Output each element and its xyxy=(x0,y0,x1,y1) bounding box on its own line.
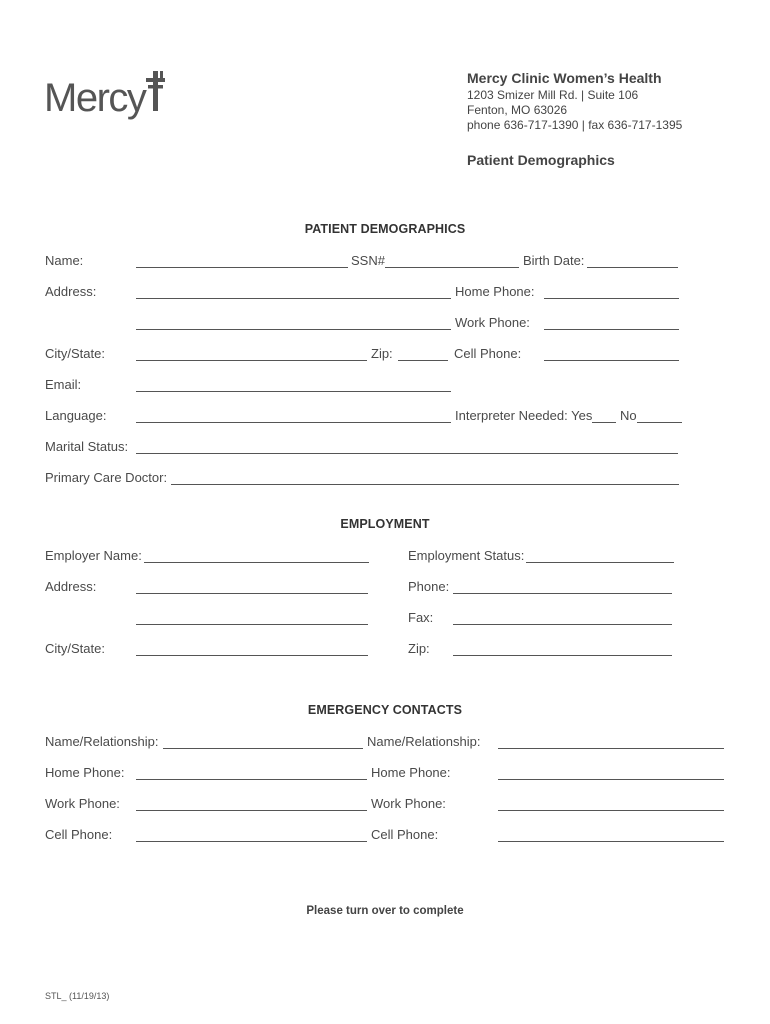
email-label: Email: xyxy=(45,377,82,392)
zip-label: Zip: xyxy=(371,346,393,361)
emergency-home-phone-1-label: Home Phone: xyxy=(45,765,125,780)
emergency-cell-phone-2-label: Cell Phone: xyxy=(371,827,439,842)
form-code: STL_ (11/19/13) xyxy=(45,991,110,1001)
emergency-name-relationship-1-label: Name/Relationship: xyxy=(45,734,159,749)
form-title: Patient Demographics xyxy=(467,152,615,168)
city-state-label: City/State: xyxy=(45,346,105,361)
address-field-2[interactable] xyxy=(136,329,451,330)
pcp-field[interactable] xyxy=(171,484,679,485)
city-state-field[interactable] xyxy=(136,360,367,361)
clinic-address-1: 1203 Smizer Mill Rd. | Suite 106 xyxy=(467,88,639,102)
emergency-section-heading: EMERGENCY CONTACTS xyxy=(307,703,463,717)
cell-phone-field[interactable] xyxy=(544,360,679,361)
employer-fax-label: Fax: xyxy=(408,610,434,625)
employment-status-label: Employment Status: xyxy=(408,548,525,563)
emergency-name-relationship-2-field[interactable] xyxy=(498,748,724,749)
employer-zip-label: Zip: xyxy=(408,641,430,656)
email-field[interactable] xyxy=(136,391,451,392)
emergency-name-relationship-2-label: Name/Relationship: xyxy=(367,734,481,749)
emergency-cell-phone-1-label: Cell Phone: xyxy=(45,827,113,842)
employer-address-field-1[interactable] xyxy=(136,593,368,594)
emergency-work-phone-2-field[interactable] xyxy=(498,810,724,811)
work-phone-label: Work Phone: xyxy=(455,315,530,330)
patient-section-heading: PATIENT DEMOGRAPHICS xyxy=(304,222,466,236)
birth-date-label: Birth Date: xyxy=(523,253,585,268)
emergency-work-phone-2-label: Work Phone: xyxy=(371,796,446,811)
address-field-1[interactable] xyxy=(136,298,451,299)
ssn-label: SSN# xyxy=(351,253,385,268)
employer-name-label: Employer Name: xyxy=(45,548,142,563)
employer-address-field-2[interactable] xyxy=(136,624,368,625)
employer-phone-field[interactable] xyxy=(453,593,672,594)
marital-status-label: Marital Status: xyxy=(45,439,129,454)
employer-city-state-label: City/State: xyxy=(45,641,105,656)
clinic-name: Mercy Clinic Women’s Health xyxy=(467,70,662,86)
employer-fax-field[interactable] xyxy=(453,624,672,625)
marital-status-field[interactable] xyxy=(136,453,678,454)
emergency-work-phone-1-label: Work Phone: xyxy=(45,796,120,811)
employment-status-field[interactable] xyxy=(526,562,674,563)
emergency-work-phone-1-field[interactable] xyxy=(136,810,367,811)
language-field[interactable] xyxy=(136,422,451,423)
clinic-phone: phone 636-717-1390 | fax 636-717-1395 xyxy=(467,118,683,132)
home-phone-label: Home Phone: xyxy=(455,284,535,299)
interpreter-no-label: No xyxy=(620,408,637,423)
employer-city-state-field[interactable] xyxy=(136,655,368,656)
emergency-cell-phone-2-field[interactable] xyxy=(498,841,724,842)
emergency-home-phone-1-field[interactable] xyxy=(136,779,367,780)
work-phone-field[interactable] xyxy=(544,329,679,330)
emergency-home-phone-2-label: Home Phone: xyxy=(371,765,451,780)
employer-zip-field[interactable] xyxy=(453,655,672,656)
employer-name-field[interactable] xyxy=(144,562,369,563)
clinic-address-2: Fenton, MO 63026 xyxy=(467,103,568,117)
ssn-field[interactable] xyxy=(385,267,519,268)
language-label: Language: xyxy=(45,408,107,423)
cross-icon xyxy=(144,69,170,115)
home-phone-field[interactable] xyxy=(544,298,679,299)
employer-phone-label: Phone: xyxy=(408,579,450,594)
logo-text: Mercy xyxy=(44,76,146,120)
interpreter-label: Interpreter Needed: Yes xyxy=(455,408,593,423)
interpreter-no-field[interactable] xyxy=(637,422,682,423)
employment-section-heading: EMPLOYMENT xyxy=(340,517,430,531)
name-label: Name: xyxy=(45,253,84,268)
emergency-name-relationship-1-field[interactable] xyxy=(163,748,363,749)
emergency-home-phone-2-field[interactable] xyxy=(498,779,724,780)
emergency-cell-phone-1-field[interactable] xyxy=(136,841,367,842)
employer-address-label: Address: xyxy=(45,579,97,594)
interpreter-yes-field[interactable] xyxy=(592,422,616,423)
pcp-label: Primary Care Doctor: xyxy=(45,470,168,485)
mercy-logo xyxy=(44,74,169,122)
address-label: Address: xyxy=(45,284,97,299)
birth-date-field[interactable] xyxy=(587,267,678,268)
turn-over-note: Please turn over to complete xyxy=(306,905,464,917)
zip-field[interactable] xyxy=(398,360,448,361)
clinic-header xyxy=(467,69,682,133)
cell-phone-label: Cell Phone: xyxy=(454,346,522,361)
name-field[interactable] xyxy=(136,267,348,268)
